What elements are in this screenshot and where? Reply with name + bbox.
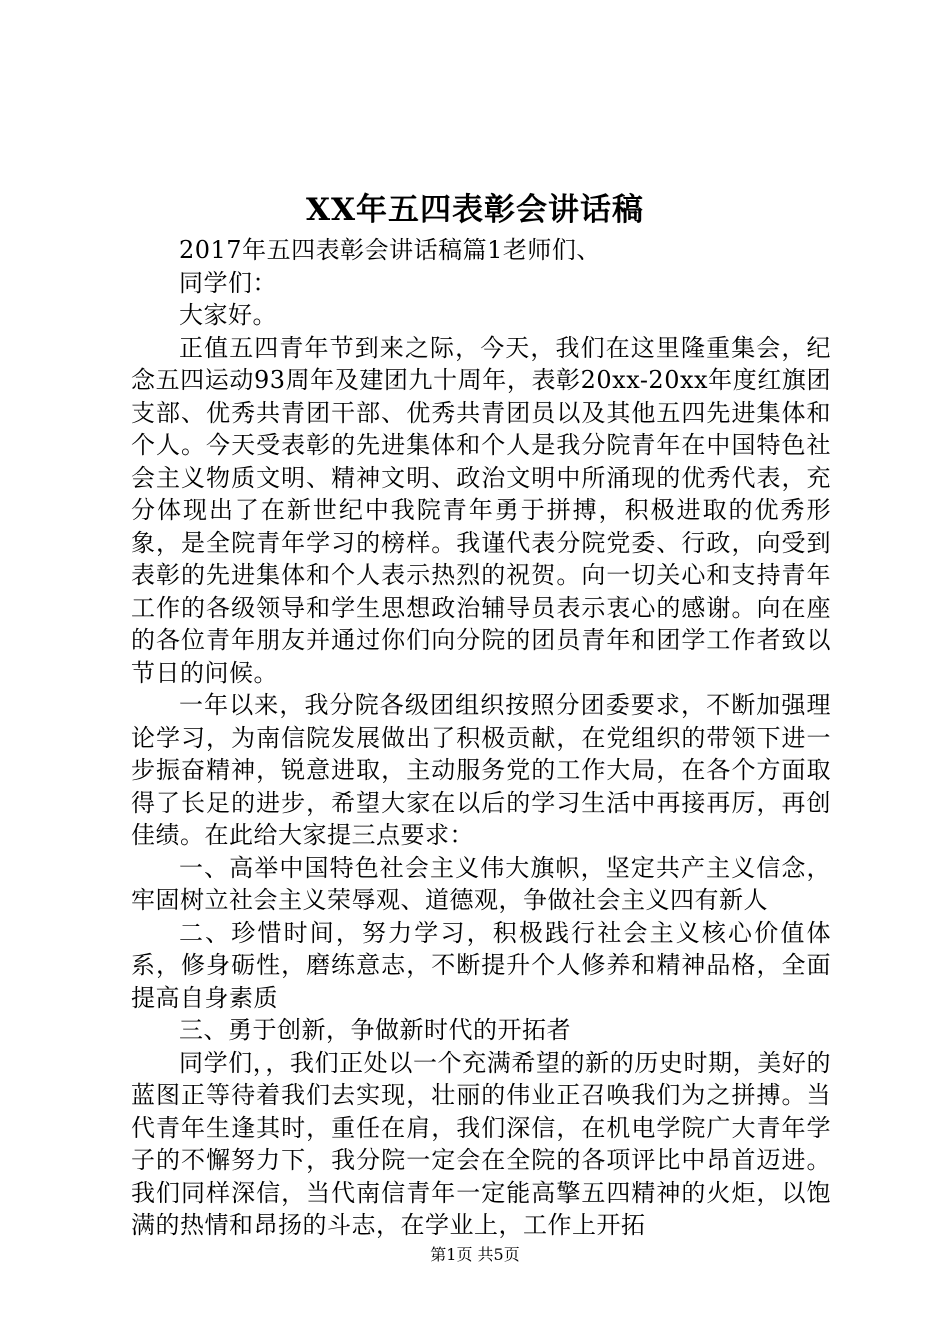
page-title: XX年五四表彰会讲话稿	[305, 192, 645, 228]
paragraph-closing: 同学们，，我们正处以一个充满希望的新的历史时期，美好的蓝图正等待着我们去实现，壮丽的伟业正召唤我们为之拼搏。当代青年生逢其时，重任在肩，我们深信，在机电学院广大青年学子的不懈努力下，我分院一定会在全院的各项评比中昂首迈进。我们同样深信，当代南信青年一定能高擎五四精神的火炬，以饱满的热情和昂扬的斗志，在学业上，工作上开拓	[131, 1048, 831, 1239]
paragraph-salutation: 同学们：	[179, 268, 277, 297]
paragraph-review: 一年以来，我分院各级团组织按照分团委要求，不断加强理论学习，为南信院发展做出了积极贡献，在党组织的带领下进一步振奋精神，锐意进取，主动服务党的工作大局，在各个方面取得了长足的进步，希望大家在以后的学习生活中再接再厉，再创佳绩。在此给大家提三点要求：	[131, 691, 831, 849]
paragraph-greeting: 大家好。	[179, 301, 277, 329]
paragraph-intro: 2017年五四表彰会讲话稿篇1老师们、	[179, 236, 601, 264]
paragraph-opening: 正值五四青年节到来之际，今天，我们在这里隆重集会，纪念五四运动93周年及建团九十周年，表彰20xx-20xx年度红旗团支部、优秀共青团干部、优秀共青团员以及其他五四先进集体和个人。今天受表彰的先进集体和个人是我分院青年在中国特色社会主义物质文明、精神文明、政治文明中所涌现的优秀代表，充分体现出了在新世纪中我院青年勇于拼搏，积极进取的优秀形象，是全院青年学习的榜样。我谨代表分院党委、行政，向受到表彰的先进集体和个人表示热烈的祝贺。向一切关心和支持青年工作的各级领导和学生思想政治辅导员表示衷心的感谢。向在座的各位青年朋友并通过你们向分院的团员青年和团学工作者致以节日的问候。	[131, 333, 831, 687]
paragraph-requirement-3: 三、勇于创新，争做新时代的开拓者	[179, 1016, 571, 1044]
paragraph-requirement-1: 一、高举中国特色社会主义伟大旗帜，坚定共产主义信念，牢固树立社会主义荣辱观、道德观，争做社会主义四有新人	[131, 853, 831, 914]
page-indicator: 第1页 共5页	[430, 1245, 520, 1264]
paragraph-requirement-2: 二、珍惜时间，努力学习，积极践行社会主义核心价值体系，修身砺性，磨练意志，不断提升个人修养和精神品格，全面提高自身素质	[131, 918, 831, 1012]
document-body	[131, 234, 831, 1242]
